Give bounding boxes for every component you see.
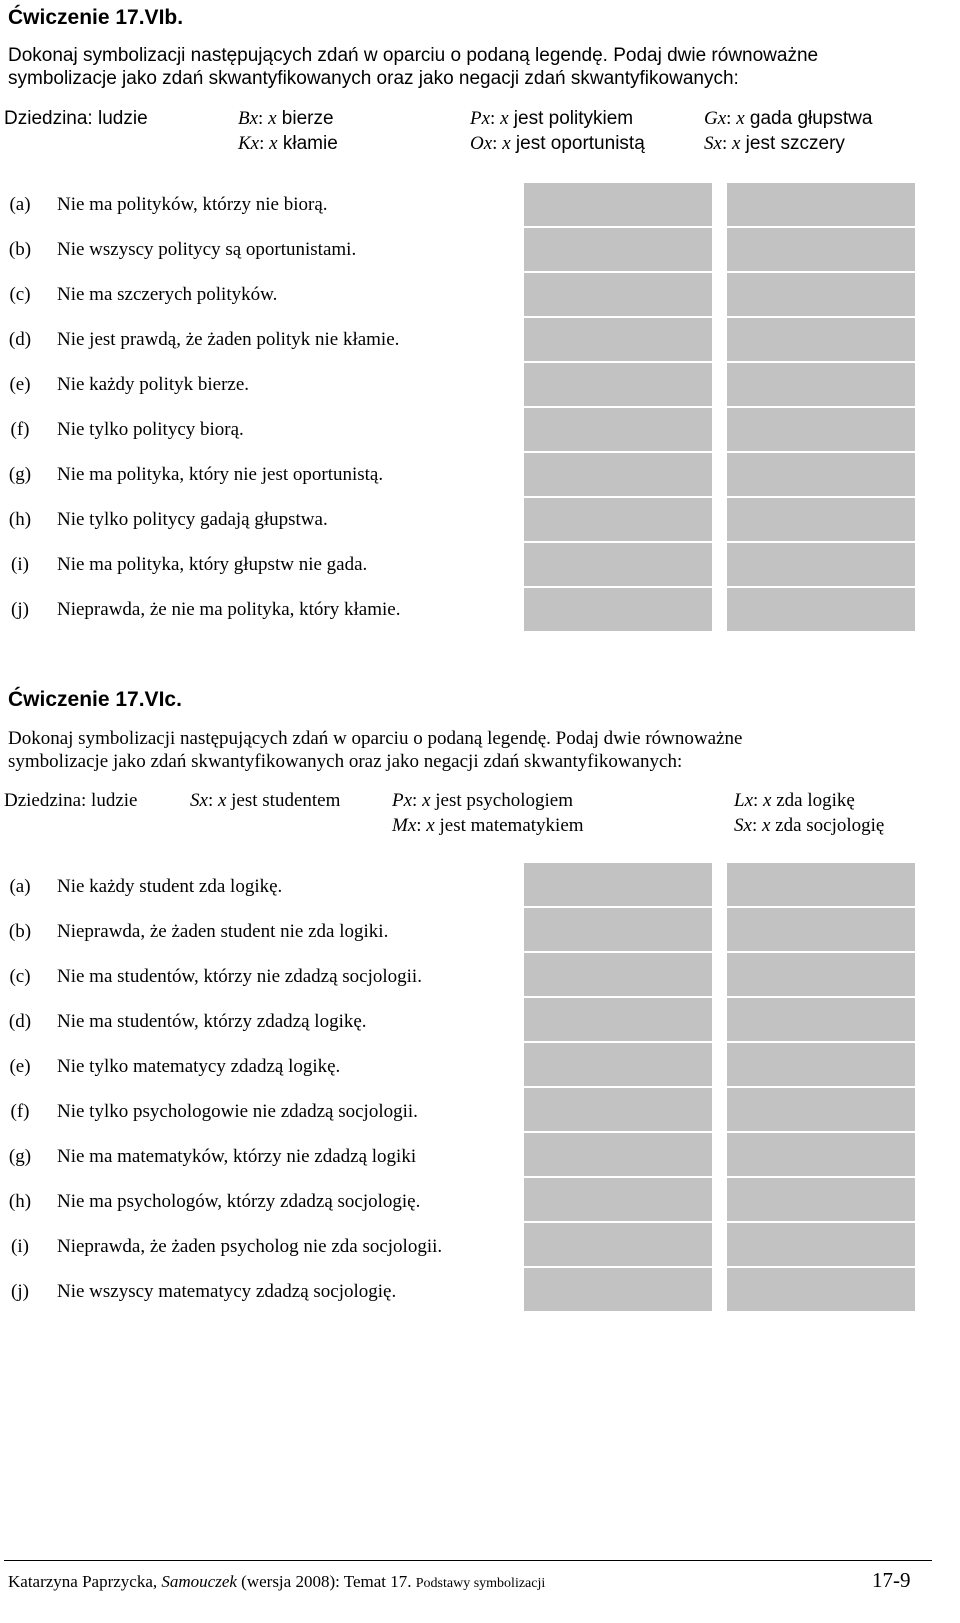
item-label: (e) — [9, 1056, 31, 1077]
legend-entry: Mx: x jest matematykiem — [392, 815, 584, 836]
answer-box-negation[interactable] — [726, 542, 916, 587]
item-sentence: Nie ma polityków, którzy nie biorą. — [57, 194, 328, 215]
item-label: (g) — [8, 464, 32, 485]
legend-entry: Sx: x jest studentem — [190, 790, 341, 811]
answer-box-negation[interactable] — [726, 1132, 916, 1177]
item-label: (e) — [9, 374, 31, 395]
legend-entry: Px: x jest politykiem — [470, 108, 634, 129]
answer-box-quantified[interactable] — [523, 497, 713, 542]
answer-box-negation[interactable] — [726, 227, 916, 272]
answer-box-quantified[interactable] — [523, 407, 713, 452]
answer-box-negation[interactable] — [726, 452, 916, 497]
item-label: (c) — [9, 284, 31, 305]
answer-box-negation[interactable] — [726, 1042, 916, 1087]
answer-box-negation[interactable] — [726, 862, 916, 907]
instruction-line: Dokonaj symbolizacji następujących zdań w oparciu o podaną legendę. Podaj dwie równoważne — [8, 45, 819, 66]
page-number: 17-9 — [872, 1568, 911, 1592]
answer-box-quantified[interactable] — [523, 317, 713, 362]
legend-domain: Dziedzina: ludzie — [4, 790, 138, 811]
legend-entry: Sx: x jest szczery — [704, 133, 845, 154]
answer-box-negation[interactable] — [726, 587, 916, 632]
item-label: (b) — [8, 239, 32, 260]
legend-entry: Ox: x jest oportunistą — [470, 133, 645, 154]
legend-entry: Px: x jest psychologiem — [392, 790, 573, 811]
answer-box-negation[interactable] — [726, 1267, 916, 1312]
item-sentence: Nie tylko politycy gadają głupstwa. — [57, 509, 328, 530]
item-sentence: Nieprawda, że nie ma polityka, który kłamie. — [57, 599, 401, 620]
legend-entry: Kx: x kłamie — [238, 133, 338, 154]
legend-entry: Sx: x zda socjologię — [734, 815, 885, 836]
item-sentence: Nie wszyscy politycy są oportunistami. — [57, 239, 357, 260]
item-sentence: Nie wszyscy matematycy zdadzą socjologię. — [57, 1281, 397, 1302]
answer-box-negation[interactable] — [726, 182, 916, 227]
answer-box-quantified[interactable] — [523, 1177, 713, 1222]
item-sentence: Nie każdy polityk bierze. — [57, 374, 250, 395]
answer-box-quantified[interactable] — [523, 1267, 713, 1312]
item-label: (j) — [11, 1281, 29, 1302]
item-sentence: Nieprawda, że żaden psycholog nie zda socjologii. — [57, 1236, 443, 1257]
item-sentence: Nie tylko psychologowie nie zdadzą socjologii. — [57, 1101, 418, 1122]
exercise-title: Ćwiczenie 17.VIc. — [8, 688, 182, 711]
answer-box-quantified[interactable] — [523, 1132, 713, 1177]
item-sentence: Nie ma polityka, który nie jest oportunistą. — [57, 464, 384, 485]
answer-box-quantified[interactable] — [523, 997, 713, 1042]
answer-box-quantified[interactable] — [523, 272, 713, 317]
item-label: (i) — [11, 1236, 29, 1257]
footer-divider — [4, 1560, 932, 1561]
exercise-instructions — [8, 44, 953, 90]
answer-box-negation[interactable] — [726, 497, 916, 542]
item-label: (i) — [11, 554, 29, 575]
item-label: (a) — [9, 876, 31, 897]
item-sentence: Nie ma studentów, którzy nie zdadzą socjologii. — [57, 966, 422, 987]
item-label: (g) — [8, 1146, 32, 1167]
exercise-instructions — [8, 727, 953, 773]
item-sentence: Nie tylko politycy biorą. — [57, 419, 244, 440]
answer-box-negation[interactable] — [726, 1177, 916, 1222]
answer-box-quantified[interactable] — [523, 862, 713, 907]
item-sentence: Nie każdy student zda logikę. — [57, 876, 283, 897]
answer-box-negation[interactable] — [726, 1087, 916, 1132]
answer-box-quantified[interactable] — [523, 1087, 713, 1132]
answer-box-quantified[interactable] — [523, 542, 713, 587]
item-label: (f) — [10, 419, 30, 440]
answer-box-quantified[interactable] — [523, 452, 713, 497]
exercise-title: Ćwiczenie 17.VIb. — [8, 6, 184, 29]
answer-box-negation[interactable] — [726, 952, 916, 997]
item-label: (b) — [8, 921, 32, 942]
legend-domain: Dziedzina: ludzie — [4, 108, 148, 129]
answer-box-quantified[interactable] — [523, 587, 713, 632]
legend-entry: Bx: x bierze — [238, 108, 334, 129]
item-label: (h) — [8, 1191, 32, 1212]
item-label: (h) — [8, 509, 32, 530]
item-label: (j) — [11, 599, 29, 620]
answer-box-negation[interactable] — [726, 362, 916, 407]
item-sentence: Nie ma szczerych polityków. — [57, 284, 278, 305]
answer-box-negation[interactable] — [726, 272, 916, 317]
item-sentence: Nie ma studentów, którzy zdadzą logikę. — [57, 1011, 367, 1032]
instruction-line: symbolizacje jako zdań skwantyfikowanych oraz jako negacji zdań skwantyfikowanych: — [8, 751, 683, 772]
item-label: (d) — [8, 1011, 32, 1032]
item-sentence: Nie tylko matematycy zdadzą logikę. — [57, 1056, 341, 1077]
legend-entry: Lx: x zda logikę — [734, 790, 855, 811]
item-sentence: Nieprawda, że żaden student nie zda logiki. — [57, 921, 389, 942]
item-label: (d) — [8, 329, 32, 350]
item-sentence: Nie jest prawdą, że żaden polityk nie kłamie. — [57, 329, 400, 350]
legend-entry: Gx: x gada głupstwa — [704, 108, 873, 129]
answer-box-quantified[interactable] — [523, 182, 713, 227]
item-sentence: Nie ma polityka, który głupstw nie gada. — [57, 554, 368, 575]
item-label: (f) — [10, 1101, 30, 1122]
instruction-line: symbolizacje jako zdań skwantyfikowanych oraz jako negacji zdań skwantyfikowanych: — [8, 68, 739, 89]
answer-box-quantified[interactable] — [523, 227, 713, 272]
footer-citation: Katarzyna Paprzycka, Samouczek (wersja 2008): Temat 17. Podstawy symbolizacji — [8, 1572, 546, 1591]
answer-box-quantified[interactable] — [523, 907, 713, 952]
answer-box-quantified[interactable] — [523, 952, 713, 997]
answer-box-negation[interactable] — [726, 997, 916, 1042]
answer-box-quantified[interactable] — [523, 1042, 713, 1087]
answer-box-quantified[interactable] — [523, 362, 713, 407]
item-sentence: Nie ma matematyków, którzy nie zdadzą logiki — [57, 1146, 417, 1167]
answer-box-negation[interactable] — [726, 1222, 916, 1267]
answer-box-negation[interactable] — [726, 407, 916, 452]
answer-box-negation[interactable] — [726, 317, 916, 362]
answer-box-quantified[interactable] — [523, 1222, 713, 1267]
item-sentence: Nie ma psychologów, którzy zdadzą socjologię. — [57, 1191, 421, 1212]
item-label: (a) — [9, 194, 31, 215]
item-label: (c) — [9, 966, 31, 987]
instruction-line: Dokonaj symbolizacji następujących zdań w oparciu o podaną legendę. Podaj dwie równoważne — [8, 728, 743, 749]
answer-box-negation[interactable] — [726, 907, 916, 952]
